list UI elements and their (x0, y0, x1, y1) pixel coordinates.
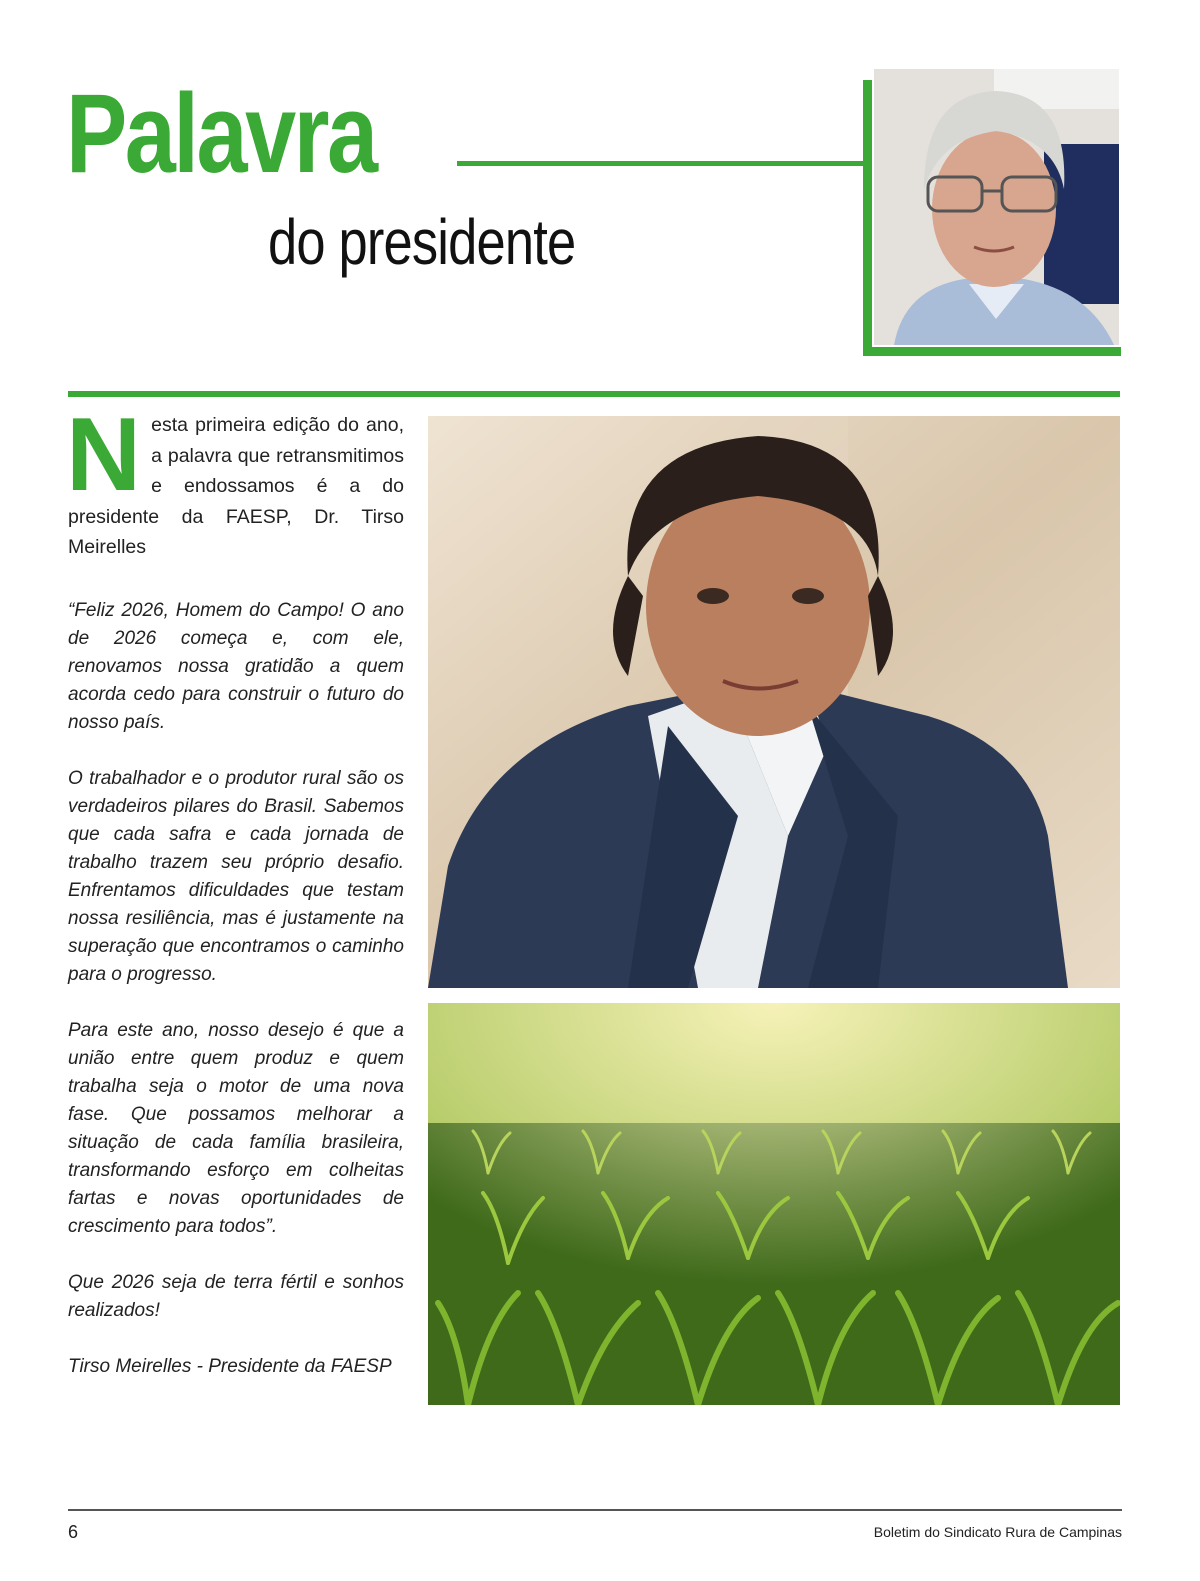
portrait-main-illustration (428, 416, 1120, 988)
page-title: Palavra (66, 71, 376, 196)
quote-paragraph-3: Para este ano, nosso desejo é que a união entre quem produz e quem trabalha seja o motor de uma nova fase. Que possamos melhorar a situação de cada família brasileira, transformando esforço em colheitas fartas e novas oportunidades de crescimento para todos”. (68, 1019, 404, 1237)
quote-paragraph-1: “Feliz 2026, Homem do Campo! O ano de 2026 começa e, com ele, renovamos nossa gratidão a quem acorda cedo para construir o futuro do nosso país. (68, 599, 404, 733)
corn-field-photo (428, 1003, 1120, 1405)
signature: Tirso Meirelles - Presidente da FAESP (68, 1355, 392, 1377)
title-rule (457, 161, 867, 166)
portrait-photo-main (428, 416, 1120, 988)
footer-rule (68, 1509, 1122, 1511)
intro-paragraph (66, 397, 404, 563)
intro-text: esta primeira edição do ano, a palavra que retransmitimos e endossamos é a do presidente da FAESP, Dr. Tirso Meirelles (68, 414, 404, 558)
page-number: 6 (68, 1522, 79, 1542)
article-body (66, 397, 404, 1381)
portrait-small-illustration (874, 69, 1119, 345)
quote-paragraph-4: Que 2026 seja de terra fértil e sonhos realizados! (68, 1271, 404, 1321)
portrait-photo-small (874, 69, 1119, 345)
corn-field-illustration (428, 1003, 1120, 1405)
publication-name: Boletim do Sindicato Rura de Campinas (873, 1524, 1122, 1540)
page-subtitle: do presidente (268, 206, 576, 278)
drop-cap: N (66, 397, 142, 513)
section-divider (68, 391, 1120, 397)
quote-paragraph-2: O trabalhador e o produtor rural são os verdadeiros pilares do Brasil. Sabemos que cada safra e cada jornada de trabalho trazem seu próprio desafio. Enfrentamos dificuldades que testam nossa resiliência, mas é justamente na superação que encontramos o caminho para o progresso. (68, 767, 404, 985)
